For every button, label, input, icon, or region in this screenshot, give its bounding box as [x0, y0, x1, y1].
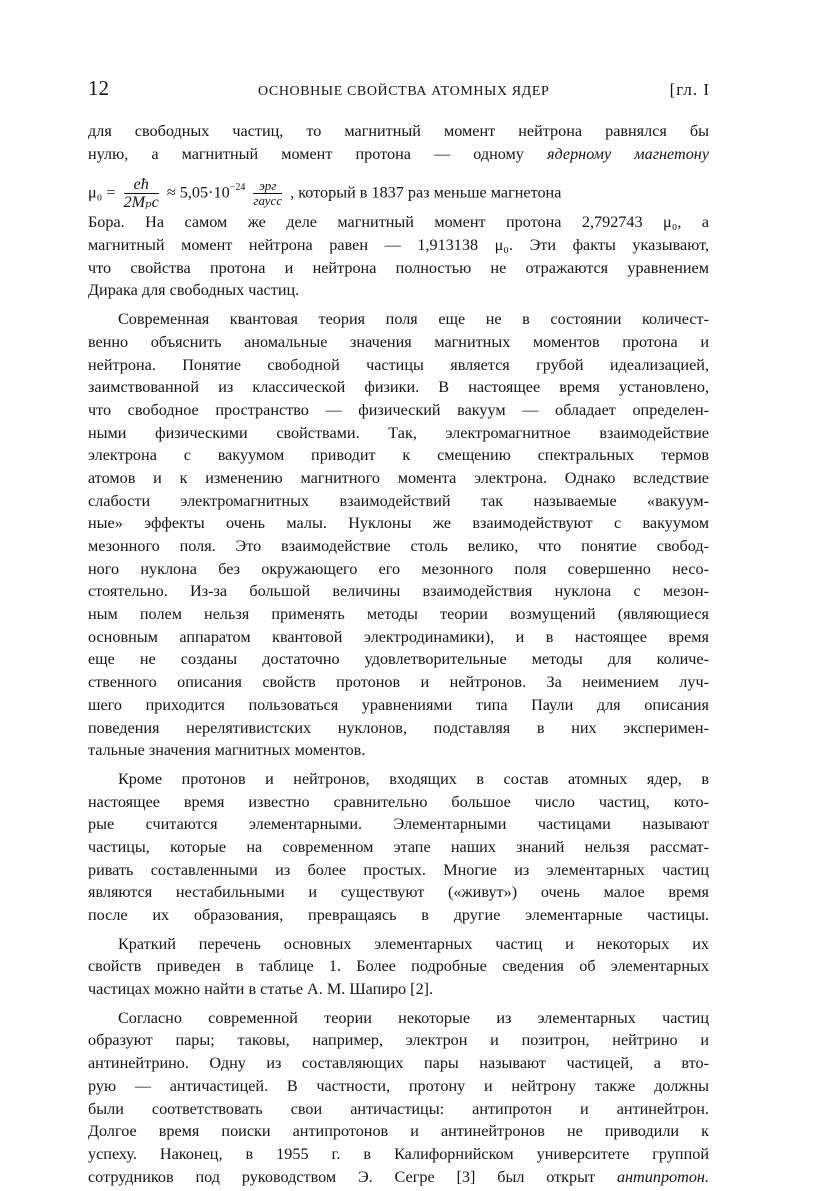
- text-line: частицах можно найти в статье А. М. Шапиро [2].: [88, 980, 434, 999]
- fraction-eh-over-2mpc: [124, 176, 159, 211]
- text-span: нулю, а магнитный момент протона — одному: [88, 144, 524, 163]
- text-line: [88, 143, 709, 166]
- text-line: Кроме протонов и нейтронов, входящих в состав атомных ядер, в: [118, 769, 709, 788]
- text-line: поведения нерелятивистских нуклонов, подставляя в них эксперимен-: [88, 718, 709, 737]
- unit-numerator: эрг: [253, 179, 282, 194]
- text-line: заимствованной из классической физики. В настоящее время установлено,: [88, 378, 709, 397]
- text-line: ного нуклона без окружающего его мезонного поля совершенно несо-: [88, 559, 709, 578]
- text-line: свойств приведен в таблице 1. Более подробные сведения об элементарных: [88, 957, 709, 976]
- text-line: ными физическими свойствами. Так, электромагнитное взаимодействие: [88, 423, 709, 442]
- text-line: ственного описания свойств протонов и нейтронов. За неимением луч-: [88, 673, 709, 692]
- equation-lhs: μ₀ =: [88, 184, 116, 203]
- page-header: [88, 74, 710, 104]
- text-line: ным полем нельзя применять методы теории возмущений (являющиеся: [88, 605, 709, 624]
- paragraph-1: [88, 120, 709, 302]
- text-line: были соответствовать свои античастицы: антипротон и антинейтрон.: [88, 1099, 709, 1118]
- fraction-numerator: eħ: [124, 176, 159, 194]
- text-line: Бора. На самом же деле магнитный момент протона 2,792743 μ₀, а: [88, 213, 709, 232]
- equation-approx: ≈ 5,05·10: [166, 184, 230, 203]
- text-line: Современная квантовая теория поля еще не в состоянии количест-: [118, 310, 709, 329]
- text-line: ривать составленными из более простых. Многие из элементарных частиц: [88, 860, 709, 879]
- text-line: рую — античастицей. В частности, протону и нейтрону также должны: [88, 1076, 709, 1095]
- text-line: что свойства протона и нейтрона полностью не отражаются уравнением: [88, 258, 709, 277]
- magneton-equation: [88, 165, 709, 211]
- text-line: тальные значения магнитных моментов.: [88, 741, 366, 760]
- chapter-marker: [гл. I: [669, 80, 710, 99]
- text-line: мезонного поля. Это взаимодействие столь велико, что понятие свобод-: [88, 537, 709, 555]
- unit-denominator: гаусс: [253, 192, 283, 208]
- emphasis-term: ядерному магнетону: [546, 144, 709, 163]
- body-text: [88, 120, 709, 1188]
- emphasis-term: антипротон.: [616, 1167, 709, 1186]
- text-line: слабости электромагнитных взаимодействий так называемые «вакуум-: [88, 491, 709, 510]
- text-span: сотрудников под руководством Э. Сегре [3] был открыт: [88, 1167, 596, 1186]
- paragraph-5: [88, 1007, 709, 1189]
- paragraph-3: [88, 768, 709, 927]
- text-line: образуют пары; таковы, например, электрон и позитрон, нейтрино и: [88, 1031, 709, 1050]
- text-line: частицы, которые на современном этапе наших знаний нельзя рассмат-: [88, 837, 709, 856]
- text-line: шего приходится пользоваться уравнениями типа Паули для описания: [88, 695, 709, 714]
- text-line: стоятельно. Из-за большой величины взаимодействия нуклона с мезон-: [88, 582, 709, 601]
- text-line: настоящее время известно сравнительно большое число частиц, кото-: [88, 792, 709, 811]
- text-line: Дирака для свободных частиц.: [88, 281, 300, 300]
- paragraph-4: [88, 933, 709, 1001]
- equation-tail: , который в 1837 раз меньше магнетона: [290, 184, 562, 203]
- text-line: венно объяснить аномальные значения магнитных моментов протона и: [88, 332, 709, 351]
- text-line: Долгое время поиски антипротонов и антинейтронов не приводили к: [88, 1122, 709, 1141]
- fraction-erg-over-gauss: [253, 179, 282, 207]
- fraction-denominator: 2Mₚc: [123, 192, 159, 211]
- text-line: магнитный момент нейтрона равен — 1,913138 μ₀. Эти факты указывают,: [88, 236, 709, 255]
- text-line: атомов и к изменению магнитного момента электрона. Однако вследствие: [88, 468, 709, 487]
- text-line: антинейтрино. Одну из составляющих пары называют частицей, а вто-: [88, 1054, 709, 1073]
- text-line: нейтрона. Понятие свободной частицы является грубой идеализацией,: [88, 355, 709, 374]
- paragraph-2: [88, 308, 709, 762]
- text-line: после их образования, превращаясь в другие элементарные частицы.: [88, 906, 709, 924]
- text-line: еще не созданы достаточно удовлетворительные методы для количе-: [88, 650, 709, 669]
- equation-exponent: −24: [229, 182, 246, 194]
- text-line: являются нестабильными и существуют («живут») очень малое время: [88, 883, 709, 902]
- text-line: рые считаются элементарными. Элементарными частицами называют: [88, 815, 709, 834]
- text-line: Согласно современной теории некоторые из элементарных частиц: [118, 1008, 709, 1027]
- running-title: ОСНОВНЫЕ СВОЙСТВА АТОМНЫХ ЯДЕР: [258, 84, 550, 99]
- text-line: основным аппаратом квантовой электродинамики), и в настоящее время: [88, 627, 709, 646]
- page-number: 12: [88, 76, 109, 100]
- text-line: что свободное пространство — физический вакуум — обладает определен-: [88, 400, 709, 419]
- text-line: успеху. Наконец, в 1955 г. в Калифорнийском университете группой: [88, 1144, 709, 1163]
- text-line: электрона с вакуумом приводит к смещению спектральных термов: [88, 446, 709, 465]
- text-line: Краткий перечень основных элементарных частиц и некоторых их: [118, 934, 709, 953]
- text-line: для свободных частиц, то магнитный момент нейтрона равнялся бы: [88, 122, 709, 140]
- text-line: ные» эффекты очень малы. Нуклоны же взаимодействуют с вакуумом: [88, 514, 709, 533]
- text-line: [88, 1166, 709, 1189]
